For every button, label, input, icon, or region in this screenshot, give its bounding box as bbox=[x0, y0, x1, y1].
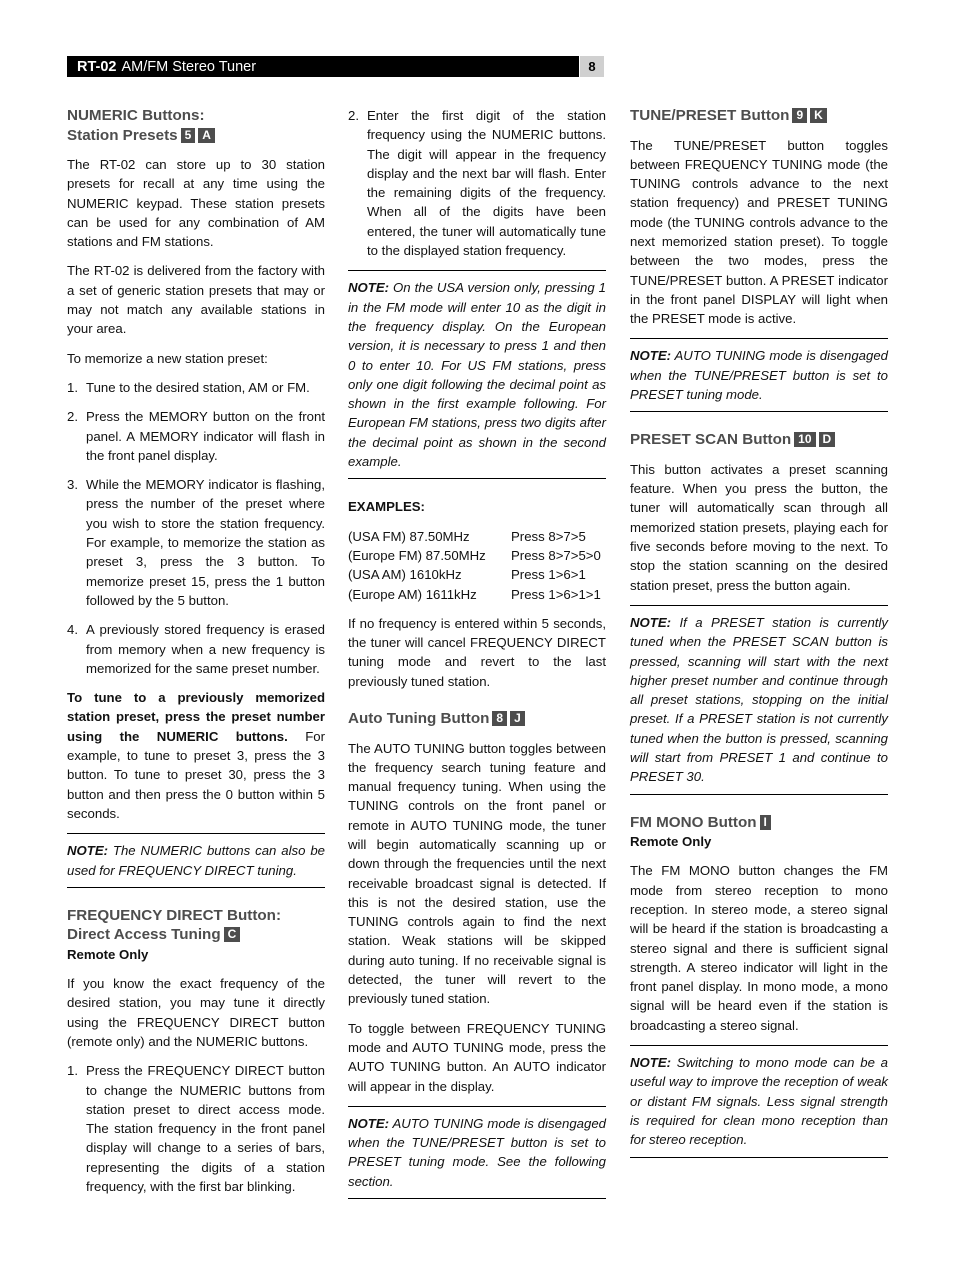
heading-line-2: Direct Access Tuning bbox=[67, 926, 221, 944]
badge: J bbox=[510, 711, 525, 726]
paragraph: The RT-02 can store up to 30 station presets for recall at any time using the NUMERIC keypad. These station presets can be used for any combination of AM stations and FM stations. bbox=[67, 157, 325, 250]
model-name: RT-02 bbox=[77, 58, 117, 75]
step-number: 4. bbox=[67, 622, 78, 638]
direct-steps-continued bbox=[348, 106, 606, 260]
step-number: 2. bbox=[67, 409, 78, 425]
memorize-steps bbox=[67, 378, 325, 678]
note-box bbox=[348, 270, 606, 479]
header-title: AM/FM Stereo Tuner bbox=[121, 58, 257, 75]
example-press: Press 1>6>1 bbox=[511, 567, 586, 583]
badge: K bbox=[810, 108, 827, 123]
example-frequency: (USA FM) 87.50MHz bbox=[348, 528, 470, 544]
table-row bbox=[348, 565, 606, 584]
table-row bbox=[348, 546, 606, 565]
paragraph: The FM MONO button changes the FM mode from stereo reception to mono reception. In stereo mode, a stereo signal will be heard if the station is broadcasting a stereo signal and there is sufficient signal strength. A stereo indicator will light in the front panel display. In mono mode, a mono signal will be heard even if the station is broadcasting a stereo signal. bbox=[630, 863, 888, 1033]
heading-text: FM MONO Button bbox=[630, 813, 757, 831]
example-frequency: (Europe AM) 1611kHz bbox=[348, 586, 477, 602]
note-label: NOTE: bbox=[630, 348, 672, 364]
note-box bbox=[630, 1045, 888, 1157]
auto-tuning-heading bbox=[348, 709, 606, 729]
step-text: A previously stored frequency is erased from memory when a new frequency is memorized for the same preset number. bbox=[86, 622, 325, 676]
list-item bbox=[67, 378, 325, 397]
table-row bbox=[348, 585, 606, 604]
step-text: While the MEMORY indicator is flashing, press the number of the preset where you wish to store the station frequency. For example, to memorize the station as preset 3, press the 3 button. To memorize preset 15, press the 1 button followed by the 5 button. bbox=[86, 477, 325, 608]
heading-text: PRESET SCAN Button bbox=[630, 431, 792, 449]
column-1 bbox=[67, 106, 325, 1206]
paragraph: This button activates a preset scanning feature. When you press the button, the tuner will automatically scan through all memorized station presets, playing each for five seconds before moving to the next. To stop the station scanning on the desired station preset, press the button again. bbox=[630, 461, 888, 593]
note-box bbox=[67, 833, 325, 888]
list-item bbox=[67, 475, 325, 610]
note-text: AUTO TUNING mode is disengaged when the TUNE/PRESET button is set to PRESET tuning mode. See the following section. bbox=[348, 1115, 606, 1189]
column-2 bbox=[348, 106, 606, 1217]
note-label: NOTE: bbox=[630, 614, 672, 630]
frequency-direct-heading bbox=[67, 906, 325, 945]
badge: A bbox=[198, 128, 215, 143]
example-frequency: (Europe FM) 87.50MHz bbox=[348, 547, 486, 563]
step-text: Tune to the desired station, AM or FM. bbox=[86, 379, 310, 395]
list-item bbox=[67, 407, 325, 465]
paragraph: If you know the exact frequency of the desired station, you may tune it directly using the FREQUENCY DIRECT button (remote only) and the NUMERIC buttons. bbox=[67, 976, 325, 1049]
note-text: If a PRESET station is currently tuned when the PRESET SCAN button is pressed, scanning will start with the next higher preset number and continue through all preset stations, stopping on the initial preset. If a PRESET station is not currently tuned when the button is pressed, scanning will start from PRESET 1 and continue to PRESET 30. bbox=[630, 614, 888, 785]
step-text: Enter the first digit of the station frequency using the NUMERIC buttons. The digit will appear in the frequency display and the next bar will flash. Enter the remaining digits of the frequency. When all of the digits have been entered, the tuner will automatically tune to the displayed station frequency. bbox=[367, 108, 606, 259]
paragraph-rest: For example, to tune to preset 3, press the 3 button. To tune to preset 30, press the 3 button and then press the 0 button within 5 seconds. bbox=[67, 728, 325, 821]
heading-text: TUNE/PRESET Button bbox=[630, 107, 790, 124]
preset-scan-heading bbox=[630, 430, 888, 450]
example-press: Press 1>6>1>1 bbox=[511, 586, 601, 602]
list-item bbox=[348, 106, 606, 260]
paragraph: To toggle between FREQUENCY TUNING mode and AUTO TUNING mode, press the AUTO TUNING button. An AUTO indicator will appear in the display. bbox=[348, 1020, 606, 1094]
paragraph: The AUTO TUNING button toggles between the frequency search tuning feature and manual frequency tuning. When using the TUNING controls on the front panel or remote in AUTO TUNING mode, the tuner will begin automatically scanning up or down through the frequencies until the next receivable broadcast signal is detected. If this is not the desired station, use the TUNING controls again to find the next station. Weak stations will be skipped during auto tuning. If no receivable signal is detected, the tuner will revert to the previously tuned station. bbox=[348, 740, 606, 1007]
note-text: The NUMERIC buttons can also be used for FREQUENCY DIRECT tuning. bbox=[67, 843, 325, 878]
note-text: On the USA version only, pressing 1 in the FM mode will enter 10 as the digit in the frequency display. On the European version, it is necessary to press 1 and then 0 to enter 10. For US FM stations, press only one digit following the decimal point as shown in the first example following. For European FM stations, press two digits after the decimal point as shown in the second example. bbox=[348, 280, 606, 470]
step-text: Press the FREQUENCY DIRECT button to change the NUMERIC buttons from station preset to direct access mode. The station frequency in the front panel display will change to a series of bars, representing the digits of a station frequency, with the first bar blinking. bbox=[86, 1063, 325, 1195]
note-label: NOTE: bbox=[630, 1055, 672, 1071]
list-item bbox=[67, 620, 325, 678]
spacer bbox=[348, 701, 606, 709]
example-frequency: (USA AM) 1610kHz bbox=[348, 567, 462, 583]
heading-text: Auto Tuning Button bbox=[348, 710, 490, 728]
examples-table bbox=[348, 527, 606, 604]
page-number: 8 bbox=[580, 56, 604, 77]
badge: I bbox=[760, 815, 771, 830]
list-item bbox=[67, 1061, 325, 1196]
heading-line-1: FREQUENCY DIRECT Button: bbox=[67, 906, 282, 924]
example-press: Press 8>7>5 bbox=[511, 528, 586, 544]
examples-title: EXAMPLES: bbox=[348, 499, 425, 515]
heading-line-1: NUMERIC Buttons: bbox=[67, 107, 205, 124]
heading-line-2: Station Presets bbox=[67, 126, 178, 144]
badge: D bbox=[819, 432, 836, 447]
column-3 bbox=[630, 106, 888, 1176]
tune-preset-paragraph bbox=[67, 688, 325, 823]
remote-only-label: Remote Only bbox=[67, 946, 149, 962]
note-text: Switching to mono mode can be a useful way to improve the reception of weak or distant FM signals. Less signal strength is required for clean mono reception than for stereo reception. bbox=[630, 1055, 888, 1148]
table-row bbox=[348, 527, 606, 546]
example-press: Press 8>7>5>0 bbox=[511, 547, 601, 563]
paragraph: To memorize a new station preset: bbox=[67, 350, 268, 366]
step-number: 3. bbox=[67, 477, 78, 493]
badge: 8 bbox=[492, 711, 507, 726]
badge: 5 bbox=[181, 128, 196, 143]
note-label: NOTE: bbox=[67, 843, 109, 859]
page-header bbox=[67, 56, 579, 77]
step-text: Press the MEMORY button on the front panel. A MEMORY indicator will flash in the front panel display. bbox=[86, 409, 325, 463]
badge: C bbox=[224, 927, 241, 942]
remote-only-label: Remote Only bbox=[630, 834, 712, 850]
tune-preset-heading bbox=[630, 106, 888, 126]
note-box bbox=[630, 338, 888, 412]
note-label: NOTE: bbox=[348, 1115, 390, 1131]
badge: 9 bbox=[792, 108, 807, 123]
numeric-buttons-heading bbox=[67, 106, 325, 145]
bold-lead: To tune to a previously memorized station preset, press the preset number using the NUMERIC buttons. bbox=[67, 690, 325, 744]
paragraph: The TUNE/PRESET button toggles between FREQUENCY TUNING mode (the TUNING controls advance to the next station frequency) and PRESET TUNING mode (the TUNING controls advance to the next memorized station preset). To toggle between the two modes, press the TUNE/PRESET button. A PRESET indicator in the front panel DISPLAY will light when the PRESET mode is active. bbox=[630, 137, 888, 327]
badge: 10 bbox=[794, 432, 815, 447]
paragraph: The RT-02 is delivered from the factory with a set of generic station presets that may or may not match any available stations in your area. bbox=[67, 263, 325, 337]
paragraph: If no frequency is entered within 5 seconds, the tuner will cancel FREQUENCY DIRECT tuning mode and revert to the last previously tuned station. bbox=[348, 615, 606, 689]
fm-mono-heading bbox=[630, 813, 888, 833]
step-number: 1. bbox=[67, 379, 78, 395]
note-box bbox=[348, 1106, 606, 1199]
note-text: AUTO TUNING mode is disengaged when the TUNE/PRESET button is set to PRESET tuning mode. bbox=[630, 348, 888, 403]
step-number: 2. bbox=[348, 108, 359, 123]
direct-steps bbox=[67, 1061, 325, 1196]
step-number: 1. bbox=[67, 1063, 78, 1079]
note-label: NOTE: bbox=[348, 280, 390, 296]
note-box bbox=[630, 605, 888, 795]
